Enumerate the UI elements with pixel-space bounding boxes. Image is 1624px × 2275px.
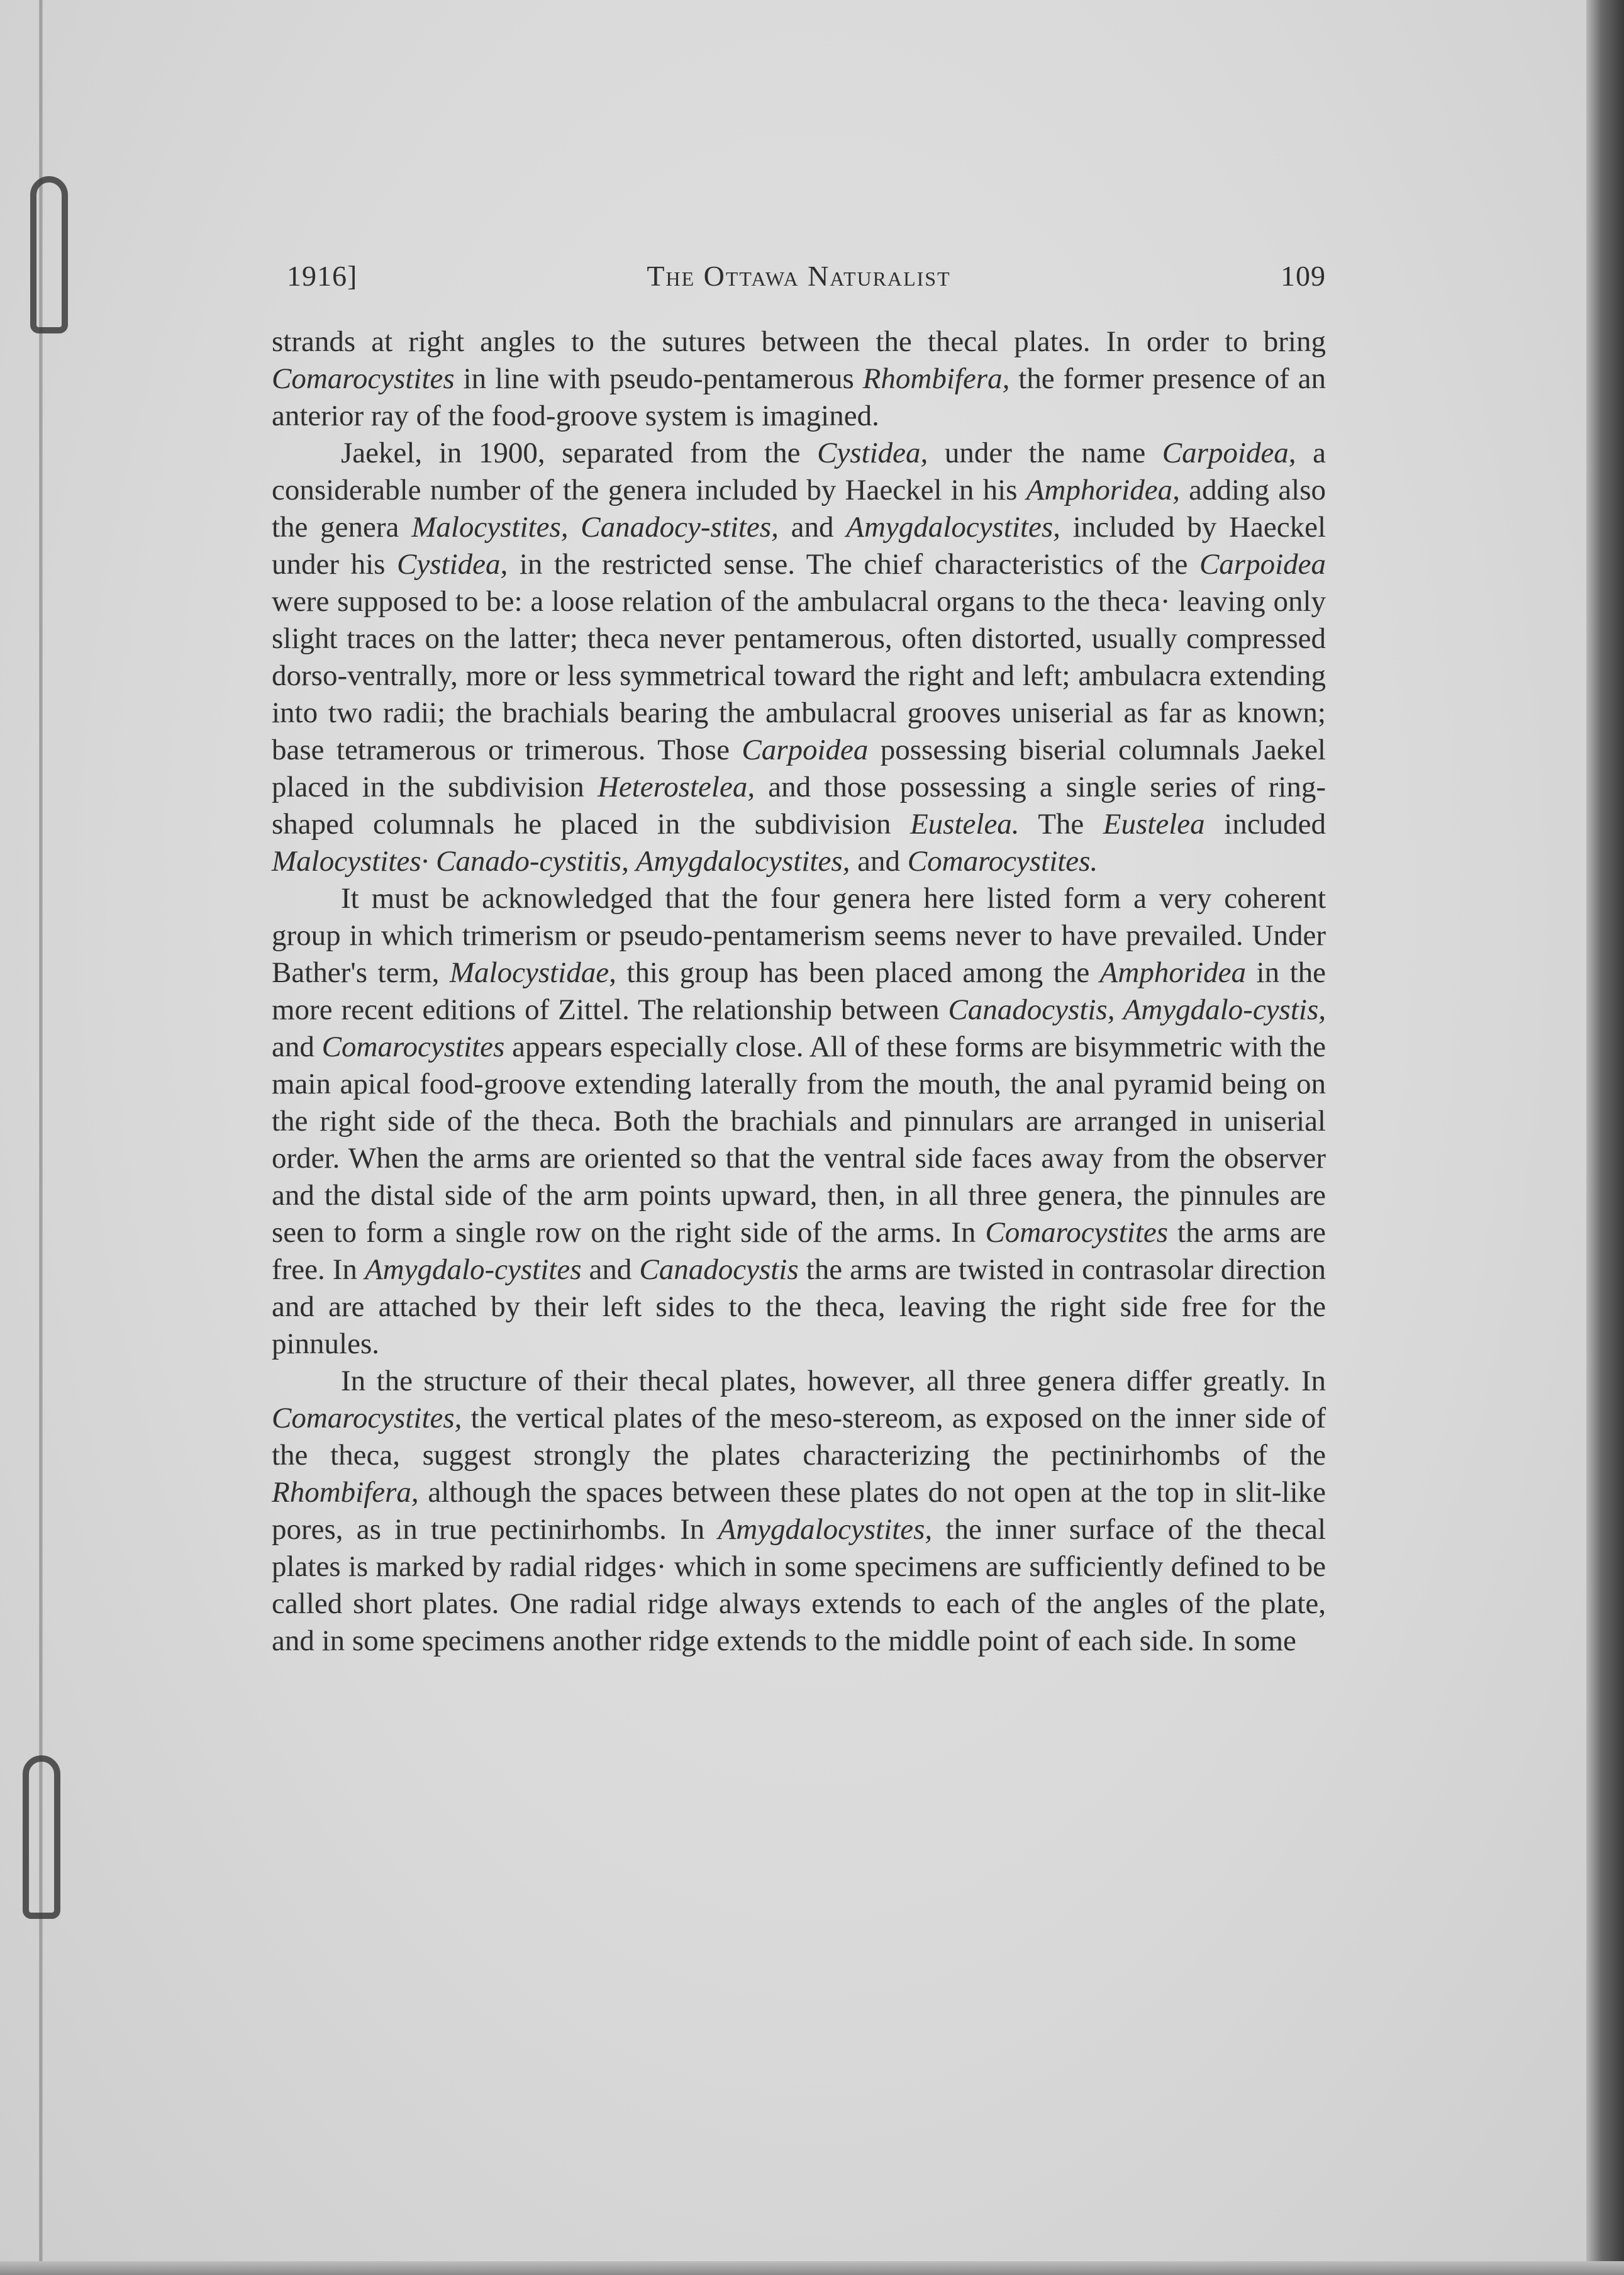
text-run: this group has been placed among the: [616, 956, 1100, 989]
text-run: in line with pseudo-pentamerous: [454, 362, 863, 395]
italic-term: Eustelea.: [909, 808, 1020, 841]
italic-term: Malocystidae,: [449, 956, 616, 989]
text-run: the arms are free. In: [272, 1216, 1326, 1286]
text-run: were supposed to be: a loose relation of the ambulacral organs to the theca· leaving only slight traces on the latter; theca never pentamerous, often distorted, usually compressed dorso-ventrally, more or less symmetrical toward the right and left; ambulacra extending into two radii; the brachials bearing the ambulacral grooves uniserial as far as known; base tetramerous or trimerous. Those: [272, 585, 1326, 766]
italic-term: Comarocystites,: [272, 1402, 462, 1434]
italic-term: Carpoidea: [742, 734, 869, 766]
header-year: 1916]: [287, 260, 358, 292]
text-run: although the spaces between these plates do not open at the top in slit-like pores, as in true pectinirhombs. In: [272, 1476, 1326, 1546]
text-run: in the restricted sense. The chief characteristics of the: [508, 548, 1199, 581]
text-run: The: [1019, 808, 1103, 841]
paragraph: [272, 323, 1326, 435]
text-run: possessing biserial columnals Jaekel placed in the subdivision: [272, 734, 1326, 803]
text-run: in the more recent editions of Zittel. The relationship between: [272, 956, 1326, 1026]
running-header: [272, 252, 1326, 301]
italic-term: Amygdalocystites,: [846, 511, 1060, 544]
italic-term: Comarocystites.: [907, 845, 1098, 878]
italic-term: Carpoidea: [1199, 548, 1326, 581]
text-run: a considerable number of the genera included by Haeckel in his: [272, 437, 1326, 506]
text-run: the vertical plates of the meso-stereom, as exposed on the inner side of the theca, suggest strongly the plates characterizing the pectinirhombs of the: [272, 1402, 1326, 1472]
text-run: and those possessing a single series of ring-shaped columnals he placed in the subdivision: [272, 771, 1326, 841]
text-run: and: [850, 845, 908, 878]
italic-term: Amygdalocystites,: [718, 1513, 933, 1546]
italic-term: Comarocystites: [985, 1216, 1169, 1249]
italic-term: Cystidea,: [817, 437, 928, 469]
paragraph: [272, 880, 1326, 1363]
text-run: and: [272, 1031, 322, 1063]
italic-term: Malocystites, Canadocy-stites,: [411, 511, 779, 544]
text-run: Jaekel, in 1900, separated from the: [341, 437, 818, 469]
text-run: and: [778, 511, 847, 544]
italic-term: Rhombifera,: [862, 362, 1010, 395]
text-run: included: [1204, 808, 1326, 841]
text-run: the former presence of an anterior ray of the food-groove system is imagined.: [272, 362, 1326, 432]
binder-clip-top: [30, 176, 68, 333]
italic-term: Malocystites· Canado-cystitis, Amygdalocystites,: [272, 845, 850, 878]
italic-term: Canadocystis, Amygdalo-cystis,: [948, 993, 1326, 1026]
page-edge-right: [1586, 0, 1624, 2275]
text-run: and: [581, 1253, 640, 1286]
text-run: the arms are twisted in contrasolar direction and are attached by their left sides to the theca, leaving the right side free for the pinnules.: [272, 1253, 1326, 1360]
page-number: 109: [1281, 260, 1326, 292]
text-run: under the name: [928, 437, 1162, 469]
italic-term: Comarocystites: [321, 1031, 505, 1063]
body-text: [272, 323, 1326, 1660]
binder-clip-bottom: [23, 1755, 60, 1919]
italic-term: Carpoidea,: [1162, 437, 1296, 469]
header-journal-title: The Ottawa Naturalist: [647, 260, 951, 292]
paragraph: [272, 1363, 1326, 1660]
text-run: included by Haeckel under his: [272, 511, 1326, 581]
italic-term: Cystidea,: [397, 548, 508, 581]
italic-term: Rhombifera,: [272, 1476, 419, 1509]
page-content: [272, 252, 1326, 1660]
italic-term: Amphoridea: [1099, 956, 1247, 989]
paragraph: [272, 435, 1326, 880]
binding-edge: [39, 0, 43, 2275]
italic-term: Eustelea: [1103, 808, 1205, 841]
text-run: the inner surface of the thecal plates is marked by radial ridges· which in some specimens are sufficiently defined to be called short plates. One radial ridge always extends to each of the angles of the plate, and in some specimens another ridge extends to the middle point of each side. In some: [272, 1513, 1326, 1657]
italic-term: Canadocystis: [639, 1253, 799, 1286]
italic-term: Amygdalo-cystites: [364, 1253, 582, 1286]
page-edge-bottom: [0, 2261, 1624, 2275]
text-run: appears especially close. All of these forms are bisymmetric with the main apical food-groove extending laterally from the mouth, the anal pyramid being on the right side of the theca. Both the brachials and pinnulars are arranged in uniserial order. When the arms are oriented so that the ventral side faces away from the observer and the distal side of the arm points upward, then, in all three genera, the pinnules are seen to form a single row on the right side of the arms. In: [272, 1031, 1326, 1249]
text-run: strands at right angles to the sutures between the thecal plates. In order to bring: [272, 325, 1326, 358]
italic-term: Heterostelea,: [597, 771, 755, 803]
italic-term: Amphoridea,: [1026, 474, 1180, 506]
italic-term: Comarocystites: [272, 362, 455, 395]
text-run: adding also the genera: [272, 474, 1326, 544]
text-run: In the structure of their thecal plates, however, all three genera differ greatly. In: [341, 1365, 1326, 1397]
text-run: It must be acknowledged that the four genera here listed form a very coherent group in which trimerism or pseudo-pentamerism seems never to have prevailed. Under Bather's term,: [272, 882, 1326, 989]
